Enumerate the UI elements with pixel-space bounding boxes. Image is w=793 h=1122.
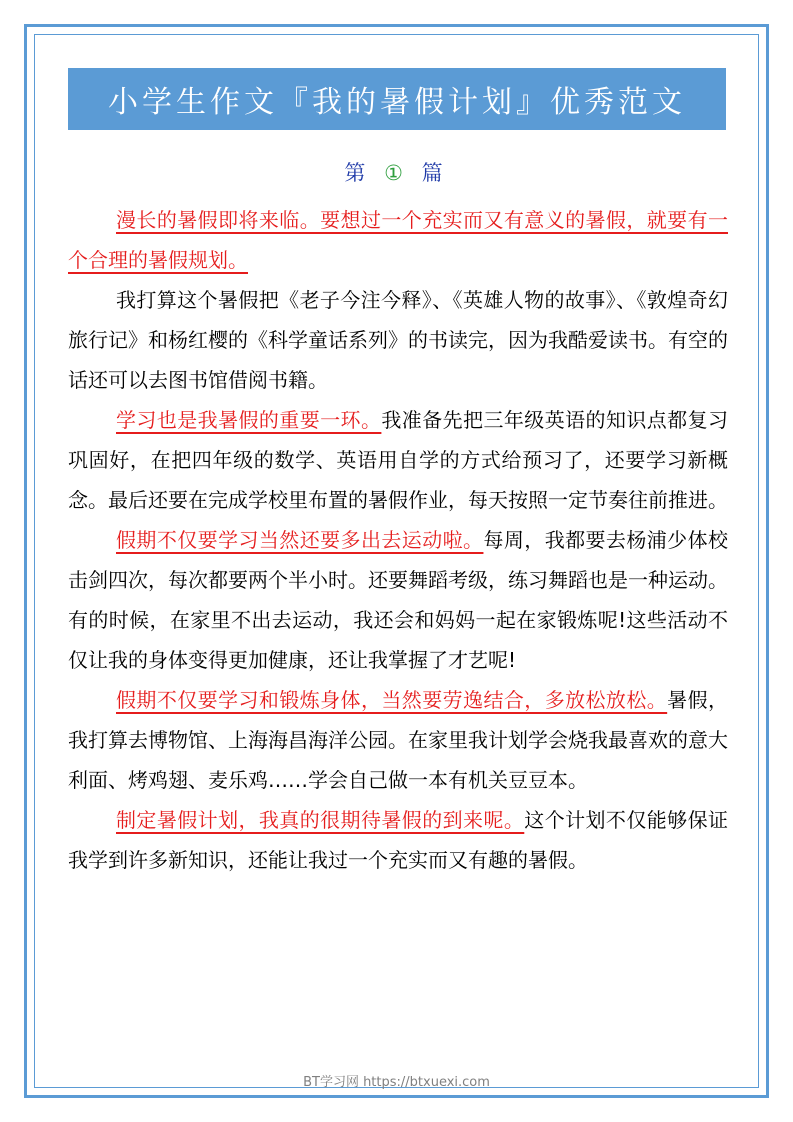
paragraph	[68, 200, 728, 280]
paragraph-highlight: 假期不仅要学习和锻炼身体，当然要劳逸结合，多放松放松。	[116, 688, 668, 712]
essay-body	[68, 200, 728, 880]
paragraph	[68, 800, 728, 880]
paragraph	[68, 520, 728, 680]
section-number: ①	[384, 161, 409, 185]
paragraph-text: 我打算这个暑假把《老子今注今释》、《英雄人物的故事》、《敦煌奇幻旅行记》和杨红樱的《科学童话系列》的书读完，因为我酷爱读书。有空的话还可以去图书馆借阅书籍。	[68, 288, 728, 392]
document-title: 小学生作文『我的暑假计划』优秀范文	[68, 68, 726, 130]
paragraph-text: 每周，我都要去杨浦少体校击剑四次，每次都要两个半小时。还要舞蹈考级，练习舞蹈也是一种运动。有的时候，在家里不出去运动，我还会和妈妈一起在家锻炼呢!这些活动不仅让我的身体变得更加健康，还让我掌握了才艺呢!	[68, 528, 729, 672]
paragraph	[68, 680, 728, 800]
section-prefix: 第	[344, 161, 372, 185]
paragraph-text: 这个计划不仅能够保证我学到许多新知识，还能让我过一个充实而又有趣的暑假。	[68, 808, 729, 872]
paragraph-highlight: 假期不仅要学习当然还要多出去运动啦。	[116, 528, 484, 552]
paragraph-text: 暑假，我打算去博物馆、上海海昌海洋公园。在家里我计划学会烧我最喜欢的意大利面、烤鸡翅、麦乐鸡……学会自己做一本有机关豆豆本。	[68, 688, 728, 792]
paragraph	[68, 400, 728, 520]
paragraph-highlight: 漫长的暑假即将来临。要想过一个充实而又有意义的暑假，就要有一个合理的暑假规划。	[68, 208, 728, 272]
footer-source: BT学习网 https://btxuexi.com	[303, 1075, 490, 1090]
paragraph-highlight: 学习也是我暑假的重要一环。	[116, 408, 382, 432]
paragraph-highlight: 制定暑假计划，我真的很期待暑假的到来呢。	[116, 808, 525, 832]
section-heading	[0, 157, 793, 187]
paragraph-text: 我准备先把三年级英语的知识点都复习巩固好，在把四年级的数学、英语用自学的方式给预习了，还要学习新概念。最后还要在完成学校里布置的暑假作业，每天按照一定节奏往前推进。	[68, 408, 729, 512]
section-suffix: 篇	[421, 161, 449, 185]
paragraph	[68, 280, 728, 400]
